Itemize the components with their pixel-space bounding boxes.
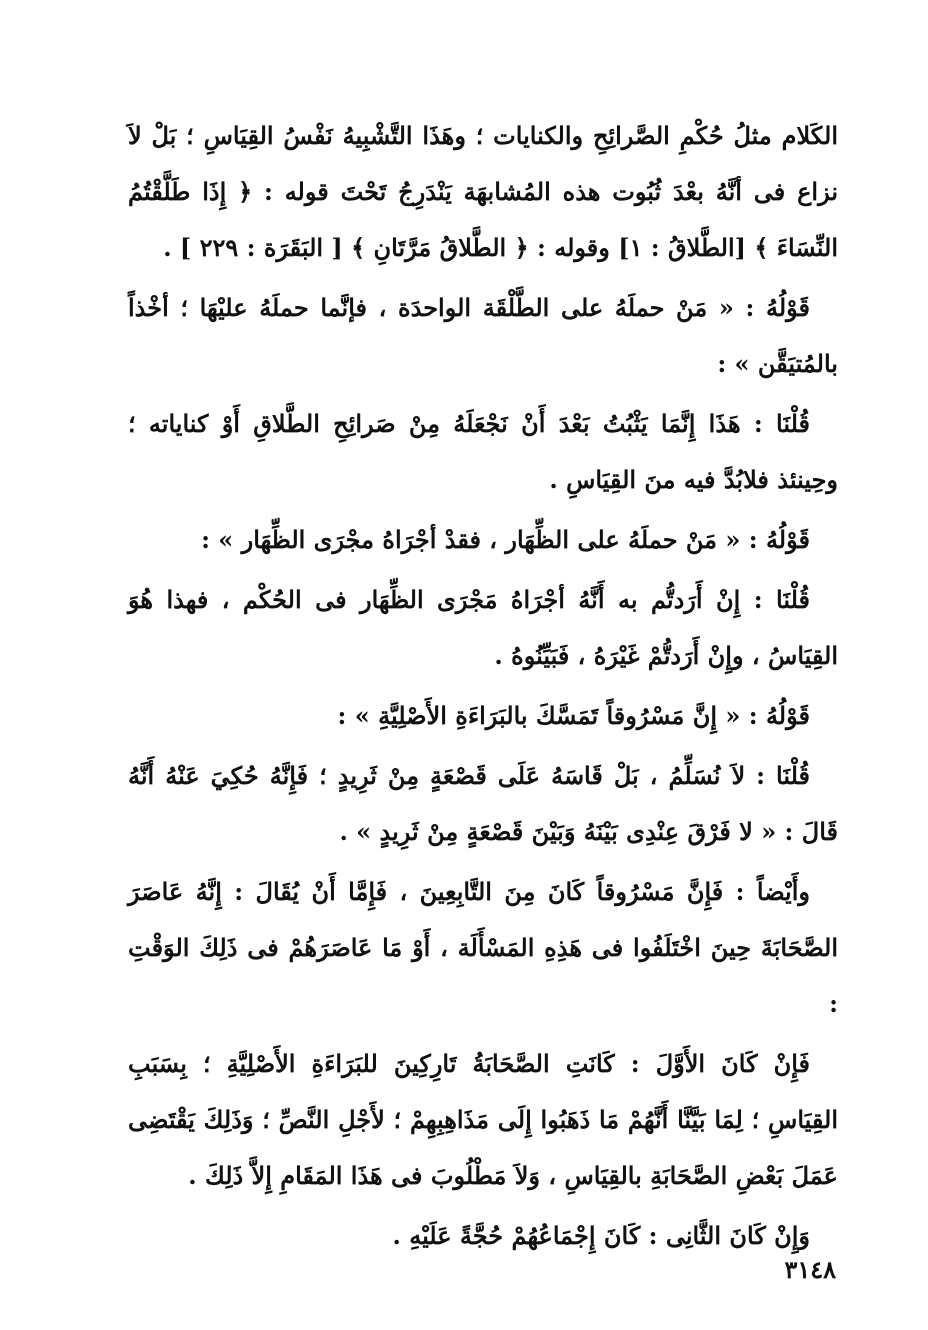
paragraph-7: قُلْنَا : لاَ نُسَلِّمُ ، بَلْ قَاسَهُ عَلَى قَصْعَةٍ مِنْ ثَرِيدٍ ؛ فَإِنَّهُ حُكِيَ عَنْهُ أَنَّهُ قَالَ : « لا فَرْقَ عِنْدِى بَيْنَهُ وَبَيْنَ قَصْعَةٍ مِنْ ثَرِيدٍ » . — [128, 761, 838, 846]
paragraph-5: قُلْنَا : إِنْ أَرَدتُّم به أَنَّهُ أجْرَاهُ مَجْرَى الظِّهَار فى الحُكْم ، فهذا هُوَ القِيَاسُ ، وإِنْ أَرَدتُّمْ غَيْرَهُ ، فَبَيِّنُوهُ . — [128, 585, 838, 670]
body-text — [128, 108, 838, 1264]
paragraph-1: الكَلام مثلُ حُكْمِ الصَّرائِحِ والكنايات ؛ وهَذَا التَّشْبِيهُ نَفْسُ القِيَاسِ ؛ بَلْ لاَ نزاع فى أنَّهُ بعْدَ ثُبُوت هذه المُشابهَة يَنْدَرِجُ تَحْتَ قوله : ﴿ إِذَا طَلَّقْتُمُ النِّسَاءَ ﴾ [الطَّلاقُ : ١] وقوله : ﴿ الطَّلاقُ مَرَّتَانِ ﴾ [ البَقَرَة : ٢٢٩ ] . — [128, 121, 838, 262]
paragraph-9: فَإِنْ كَانَ الأَوَّلَ : كَانَتِ الصَّحَابَةُ تَارِكِينَ للبَرَاءَةِ الأَصْلِيَّةِ ؛ بِسَبَبِ القِيَاسِ ؛ لِمَا بَيَّنَّا أَنَّهُمْ مَا ذَهَبُوا إِلَى مَذَاهِبِهِمْ ؛ لأَجْلِ النَّصِّ ؛ وَذَلِكَ يَقْتَضِى عَمَلَ بَعْضِ الصَّحَابَةِ بالقِيَاسِ ، وَلاَ مَطْلُوبَ فى هَذَا المَقَامِ إِلاَّ ذَلِكَ . — [128, 1049, 838, 1190]
paragraph-8: وأَيْضاً : فَإِنَّ مَسْرُوقاً كَانَ مِنَ التَّابِعِينَ ، فَإِمَّا أَنْ يُقَالَ : إِنَّهُ عَاصَرَ الصَّحَابَةَ حِينَ اخْتَلَفُوا فى هَذِهِ المَسْأَلَة ، أَوْ مَا عَاصَرَهُمْ فى ذَلِكَ الوَقْتِ : — [128, 877, 838, 1018]
paragraph-10: وَإِنْ كَانَ الثَّانِى : كَانَ إِجْمَاعُهُمْ حُجَّةً عَلَيْهِ . — [392, 1221, 810, 1250]
paragraph-2: قَوْلُهُ : « مَنْ حملَهُ على الطَّلْقَة الواحدَة ، فإنَّما حملَهُ عليْهَا ؛ أخْذاً بالمُتيَقَّن » : — [128, 293, 838, 378]
page-number: ٣١٤٨ — [784, 1255, 836, 1284]
paragraph-3: قُلْنَا : هَذَا إِنَّمَا يَثْبُتُ بَعْدَ أَنْ نَجْعَلَهُ مِنْ صَرائِحِ الطَّلاقِ أَوْ كناياته ؛ وحِينئذ فلابُدَّ فيه منَ القِيَاسِ . — [128, 409, 838, 494]
paragraph-4: قَوْلُهُ : « مَنْ حملَهُ على الظِّهَار ، فقدْ أجْرَاهُ مجْرَى الظِّهَار » : — [201, 525, 810, 554]
paragraph-6: قَوْلُهُ : « إِنَّ مَسْرُوقاً تَمَسَّكَ بالبَرَاءَةِ الأَصْلِيَّةِ » : — [337, 701, 810, 730]
